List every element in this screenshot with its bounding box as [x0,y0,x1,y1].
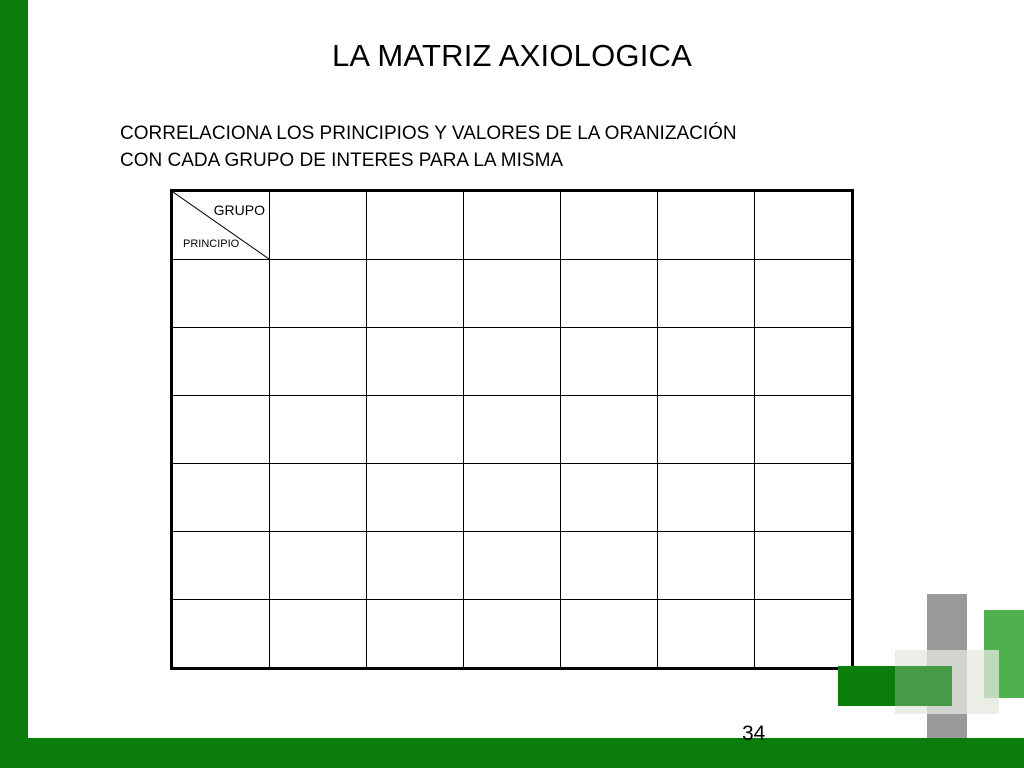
matrix-cell [658,396,755,464]
matrix-cell [367,260,464,328]
matrix-row [172,532,853,600]
matrix-cell [561,260,658,328]
matrix-row [172,328,853,396]
matrix-cell [172,532,270,600]
matrix-cell [658,532,755,600]
matrix-cell [464,532,561,600]
matrix-cell [464,260,561,328]
matrix-cell [270,191,367,260]
left-green-bar [0,0,28,768]
bottom-green-bar [0,738,1024,768]
matrix-cell [270,464,367,532]
header-grupo: GRUPO [213,202,265,218]
matrix-cell [270,260,367,328]
matrix-row [172,396,853,464]
matrix-cell [172,328,270,396]
matrix-cell [464,396,561,464]
subtitle-line-2: CON CADA GRUPO DE INTERES PARA LA MISMA [120,150,564,171]
matrix-cell [367,464,464,532]
page-number: 34 [742,722,766,745]
matrix-corner-header [172,191,270,260]
matrix-cell [755,532,853,600]
matrix-cell [172,464,270,532]
matrix-cell [464,600,561,669]
matrix-cell [755,396,853,464]
subtitle-line-1: CORRELACIONA LOS PRINCIPIOS Y VALORES DE LA ORANIZACIÓN [120,123,737,144]
matrix-cell [658,260,755,328]
matrix-cell [561,532,658,600]
matrix-row [172,260,853,328]
matrix-cell [464,191,561,260]
matrix-cell [464,464,561,532]
matrix-cell [172,600,270,669]
matrix-cell [658,328,755,396]
matrix-cell [755,191,853,260]
matrix-row [172,464,853,532]
matrix-cell [270,600,367,669]
matrix-row [172,191,853,260]
matrix-cell [367,396,464,464]
slide-title: LA MATRIZ AXIOLOGICA [331,38,692,73]
deco-overlap-square [895,666,952,706]
matrix-cell [270,328,367,396]
matrix-cell [561,328,658,396]
matrix-cell [658,191,755,260]
matrix-row [172,600,853,669]
matrix-cell [367,600,464,669]
matrix-cell [367,191,464,260]
matrix-cell [270,532,367,600]
matrix-cell [658,464,755,532]
matrix-cell [755,600,853,669]
slide-subtitle [120,120,880,174]
matrix-cell [561,600,658,669]
matrix-cell [755,328,853,396]
matrix-cell [172,396,270,464]
matrix-cell [367,328,464,396]
matrix-cell [561,191,658,260]
matrix-cell [658,600,755,669]
axiological-matrix [170,189,854,670]
matrix-cell [172,260,270,328]
header-principio: PRINCIPIO [183,238,240,250]
matrix-cell [755,464,853,532]
matrix-cell [561,396,658,464]
matrix-cell [755,260,853,328]
matrix-cell [464,328,561,396]
matrix-cell [270,396,367,464]
matrix-cell [561,464,658,532]
matrix-cell [367,532,464,600]
